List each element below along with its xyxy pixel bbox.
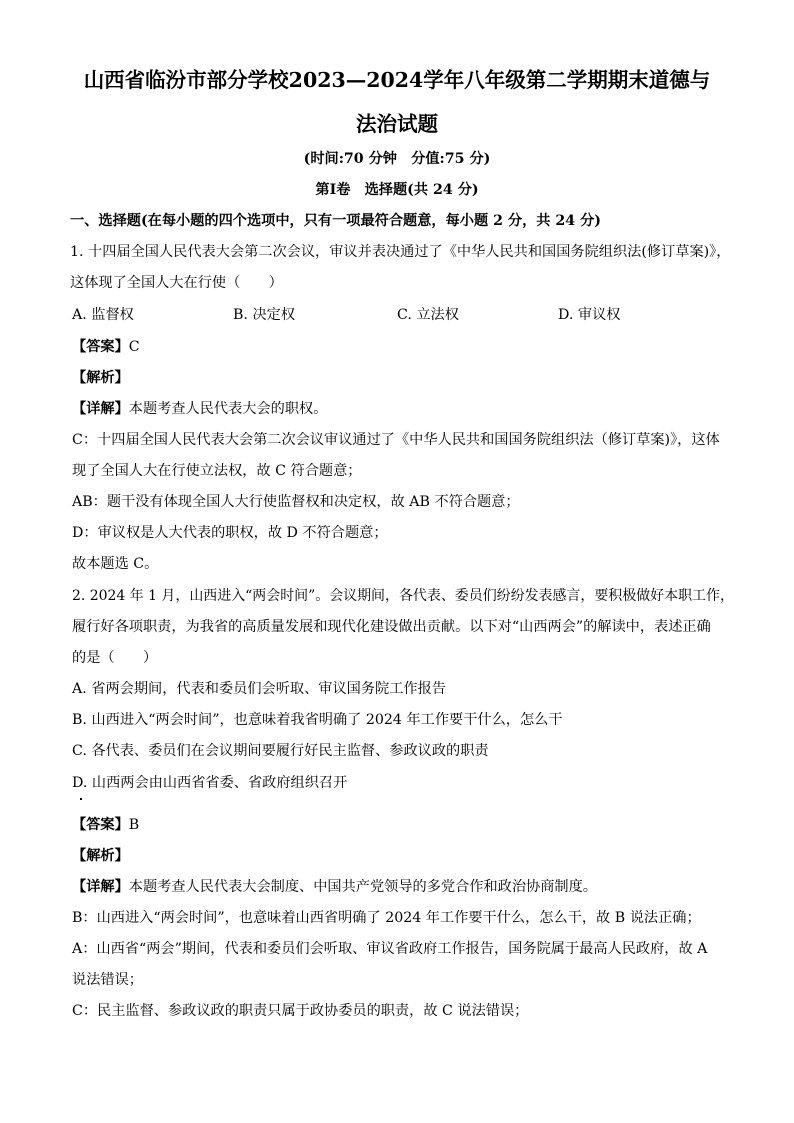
q1-stem-line2: 这体现了全国人大在行使（ ） — [70, 275, 283, 291]
q2-answer — [72, 815, 139, 835]
q2-option-d: D. 山西两会由山西省省委、省政府组织召开 — [72, 775, 348, 791]
detail-label: 【详解】 — [72, 879, 129, 895]
q1-analysis-label: 【解析】 — [72, 370, 129, 386]
detail-label: 【详解】 — [72, 401, 129, 417]
exam-time-score: (时间:70 分钟 分值:75 分) — [303, 151, 491, 167]
q1-option-a: A. 监督权 — [72, 307, 134, 323]
answer-label: 【答案】 — [72, 817, 129, 833]
q1-stem-line1: 1. 十四届全国人民代表大会第二次会议，审议并表决通过了《中华人民共和国国务院组织法(修订草案)》， — [70, 244, 731, 260]
q2-explanation-3: C：民主监督、参政议政的职责只属于政协委员的职责，故 C 说法错误； — [72, 1003, 529, 1019]
q2-stem-line1: 2. 2024 年 1 月，山西进入“两会时间”。会议期间，各代表、委员们纷纷发表感言，要积极做好本职工作， — [72, 588, 734, 604]
q2-stem-line3: 的是（ ） — [72, 650, 158, 666]
q2-explanation-2-line1: A：山西省“两会”期间，代表和委员们会听取、审议省政府工作报告，国务院属于最高人民政府，故 A — [72, 941, 708, 957]
q2-analysis-label: 【解析】 — [72, 848, 129, 864]
q1-option-c: C. 立法权 — [397, 307, 459, 323]
q2-detail — [72, 877, 597, 897]
q2-option-c: C. 各代表、委员们在会议期间要履行好民主监督、参政议政的职责 — [72, 743, 489, 759]
detail-text: 本题考查人民代表大会制度、中国共产党领导的多党合作和政治协商制度。 — [128, 879, 597, 895]
q1-option-b: B. 决定权 — [233, 307, 296, 323]
answer-value: C — [128, 339, 140, 355]
q1-explanation-1-line2: 现了全国人大在行使立法权，故 C 符合题意； — [72, 463, 362, 479]
q2-explanation-2-line2: 说法错误； — [72, 972, 143, 988]
q2-option-a: A. 省两会期间，代表和委员们会听取、审议国务院工作报告 — [72, 681, 446, 697]
q1-option-d: D. 审议权 — [558, 307, 621, 323]
answer-label: 【答案】 — [72, 339, 129, 355]
q2-explanation-1: B：山西进入“两会时间”，也意味着山西省明确了 2024 年工作要干什么，怎么干，故 B 说法正确； — [72, 910, 701, 926]
q1-detail — [72, 399, 327, 419]
q1-conclusion: 故本题选 C。 — [72, 556, 159, 572]
stray-dot — [80, 798, 82, 800]
q1-explanation-1-line1: C：十四届全国人民代表大会第二次会议审议通过了《中华人民共和国国务院组织法（修订草案)》，这体 — [72, 432, 720, 448]
q2-option-b: B. 山西进入“两会时间”，也意味着我省明确了 2024 年工作要干什么，怎么干 — [72, 712, 563, 728]
volume-title: 第Ⅰ卷 选择题(共 24 分) — [315, 182, 479, 198]
q2-stem-line2: 履行好各项职责，为我省的高质量发展和现代化建设做出贡献。以下对“山西两会”的解读中，表述正确 — [72, 619, 711, 635]
q1-answer — [72, 337, 140, 357]
q1-explanation-3: D：审议权是人大代表的职权，故 D 不符合题意； — [72, 525, 388, 541]
exam-title-line2: 法治试题 — [356, 112, 438, 136]
answer-value: B — [128, 817, 140, 833]
section-title: 一、选择题(在每小题的四个选项中，只有一项最符合题意，每小题 2 分，共 24 分) — [70, 213, 601, 229]
exam-title-line1: 山西省临汾市部分学校2023—2024学年八年级第二学期期末道德与 — [83, 68, 711, 92]
q1-explanation-2: AB：题干没有体现全国人大行使监督权和决定权，故 AB 不符合题意； — [72, 494, 520, 510]
detail-text: 本题考查人民代表大会的职权。 — [128, 401, 328, 417]
